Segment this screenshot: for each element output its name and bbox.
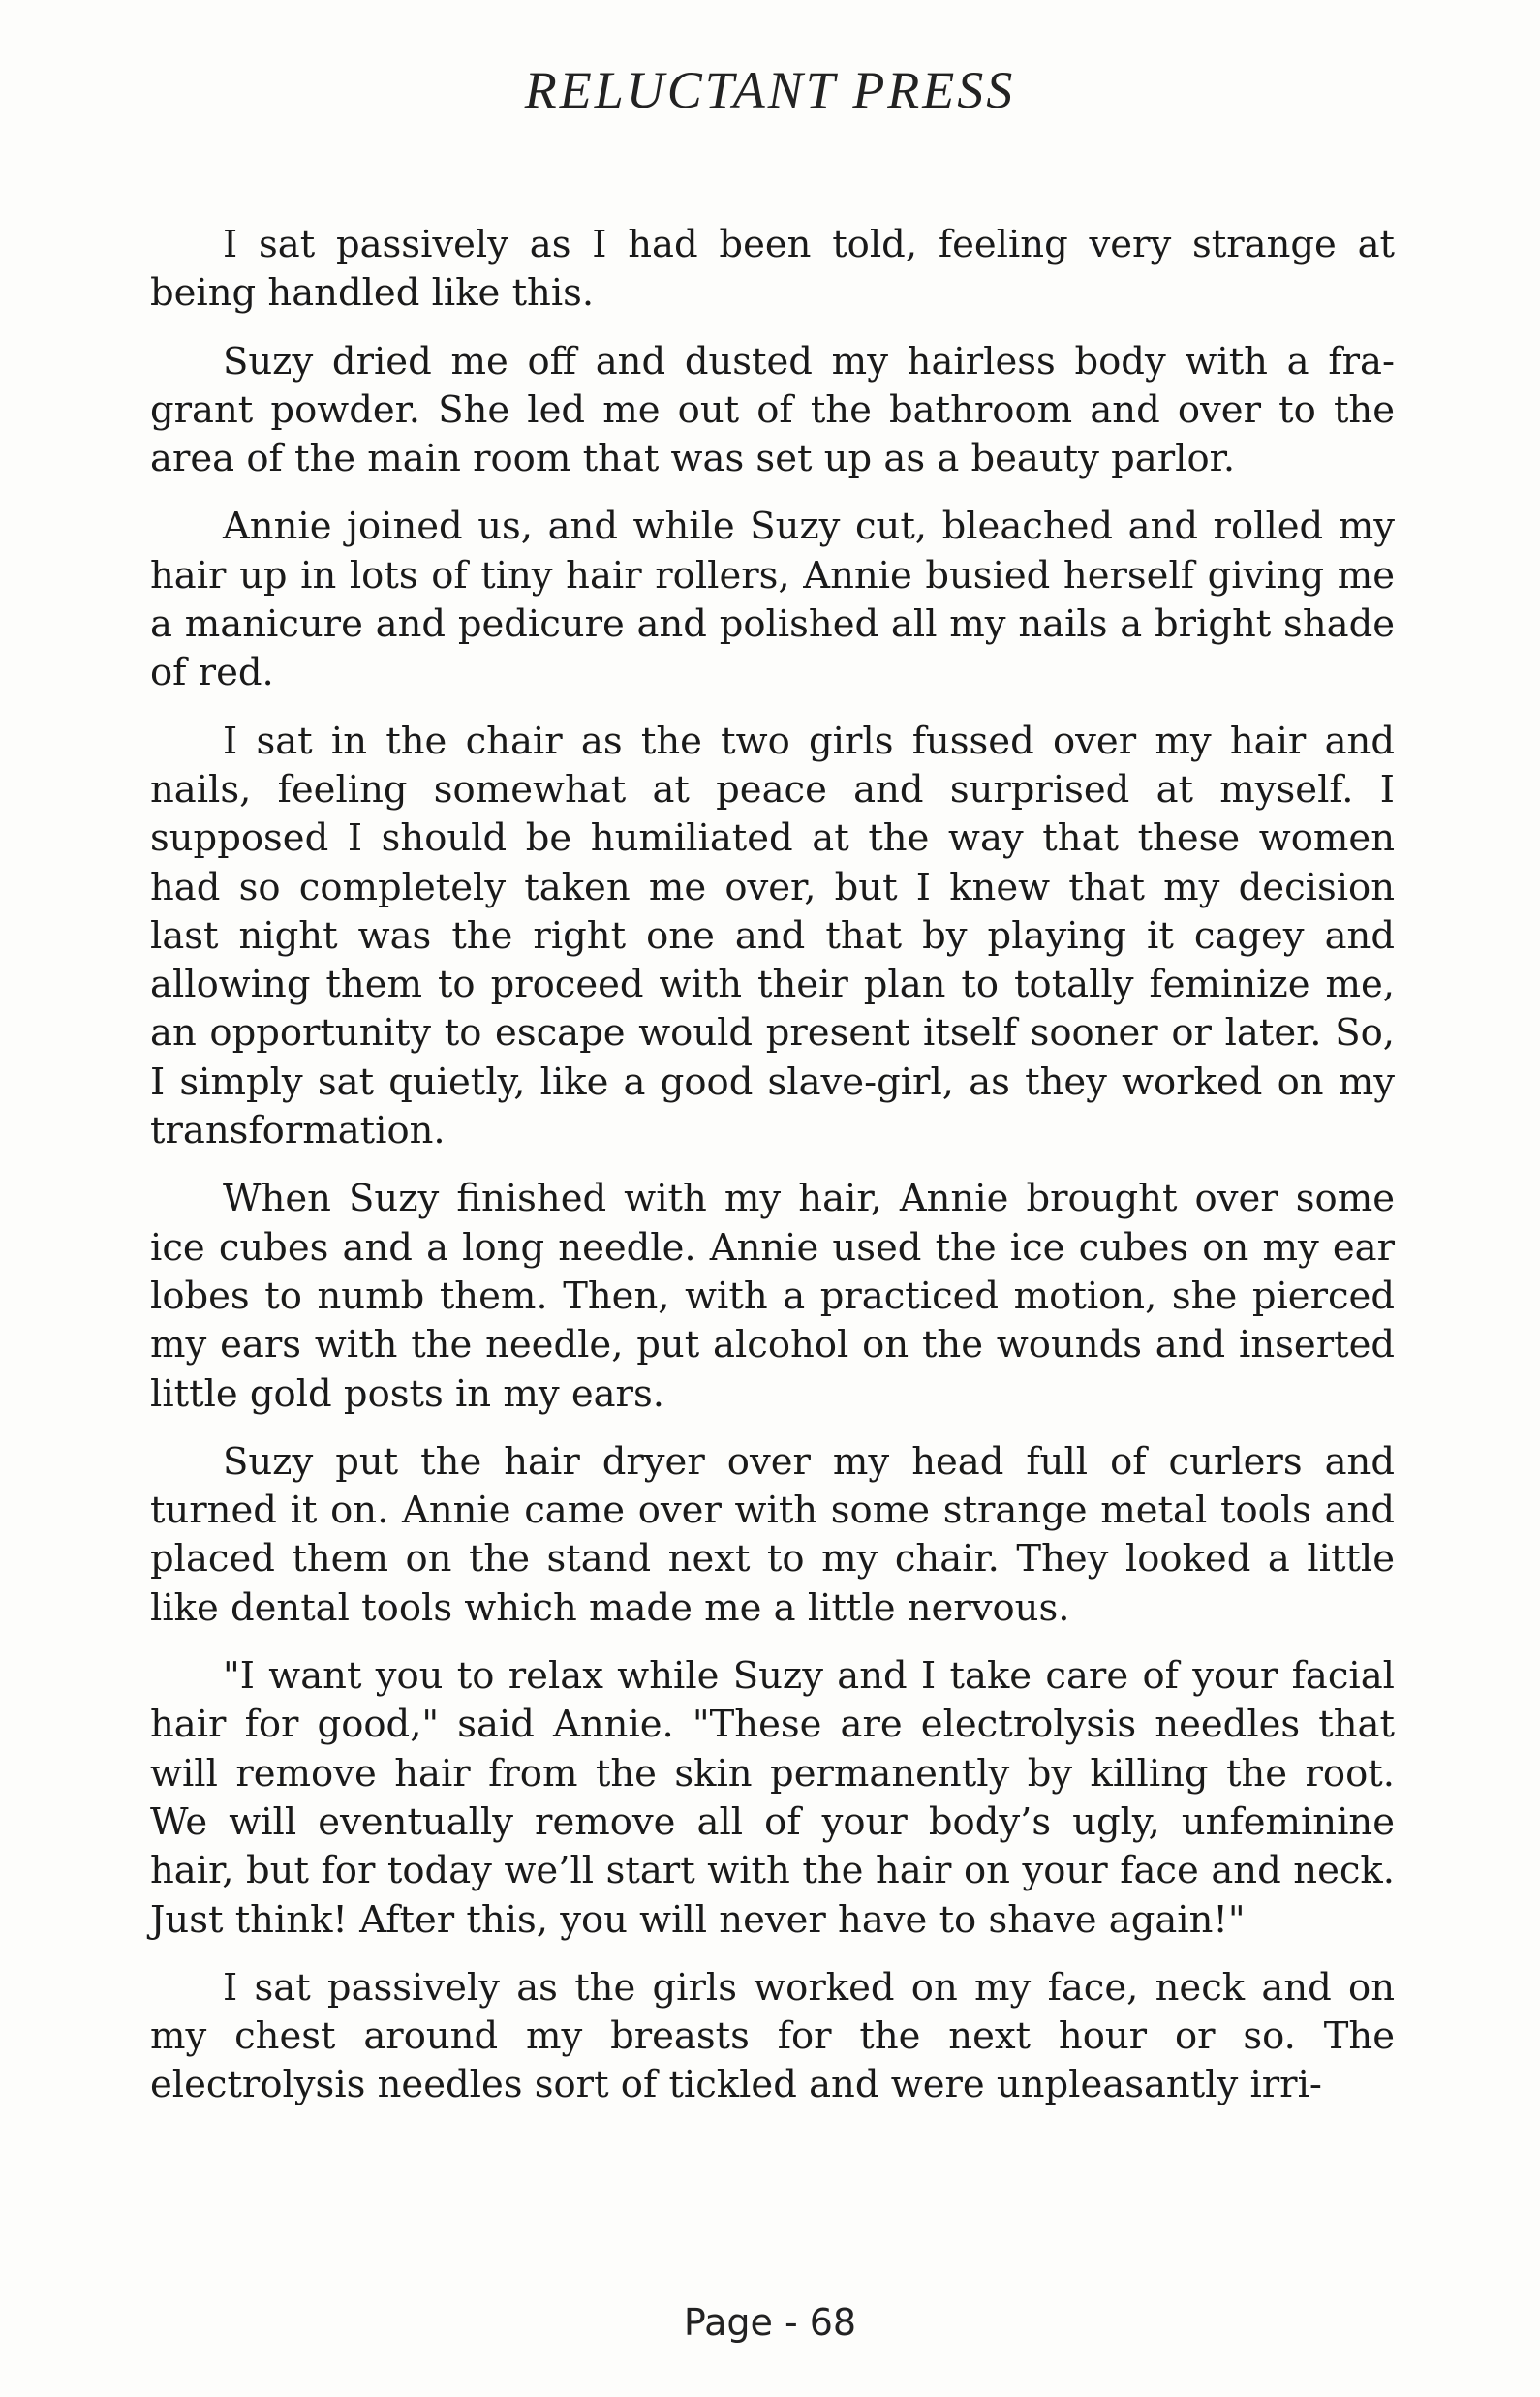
- paragraph: I sat passively as I had been told, feeling very strange at being handled like this.: [150, 223, 1395, 316]
- body-text: [150, 221, 1395, 2130]
- paragraph: Suzy dried me off and dusted my hairless body with a fragrant powder. She led me out of the bathroom and over to the area of the main room that was set up as a beauty parlor.: [150, 339, 1395, 481]
- paragraph: I sat passively as the girls worked on my face, neck and on my chest around my breasts for the next hour or so. The electrolysis needles sort of tickled and were unpleasantly irri-: [150, 1965, 1395, 2107]
- paragraph: "I want you to relax while Suzy and I take care of your facial hair for good," said Annie. "These are electrolysis needles that will remove hair from the skin permanently by killing the root. We will eventually remove all of your body’s ugly, unfeminine hair, but for today we’ll start with the hair on your face and neck. Just think! After this, you will never have to shave again!": [150, 1654, 1395, 1942]
- running-header: RELUCTANT PRESS: [524, 61, 1016, 119]
- paragraph: When Suzy finished with my hair, Annie brought over some ice cubes and a long needle. Annie used the ice cubes on my ear lobes to numb them. Then, with a practiced motion, she pierced my ears with the needle, put alcohol on the wounds and inserted little gold posts in my ears.: [150, 1177, 1395, 1416]
- paragraph: Suzy put the hair dryer over my head full of curlers and turned it on. Annie came over with some strange metal tools and placed them on the stand next to my chair. They looked a little like dental tools which made me a little nervous.: [150, 1439, 1395, 1630]
- paragraph: I sat in the chair as the two girls fussed over my hair and nails, feeling somewhat at peace and surprised at myself. I supposed I should be humiliated at the way that these women had so completely taken me over, but I knew that my decision last night was the right one and that by playing it cagey and allowing them to proceed with their plan to totally feminize me, an opportunity to escape would present itself sooner or later. So, I simply sat quietly, like a good slave-girl, as they worked on my transformation.: [150, 719, 1395, 1153]
- page-number: Page - 68: [683, 2301, 857, 2344]
- paragraph: Annie joined us, and while Suzy cut, bleached and rolled my hair up in lots of tiny hair rollers, Annie busied herself giving me a manicure and pedicure and polished all my nails a bright shade of red.: [150, 505, 1395, 695]
